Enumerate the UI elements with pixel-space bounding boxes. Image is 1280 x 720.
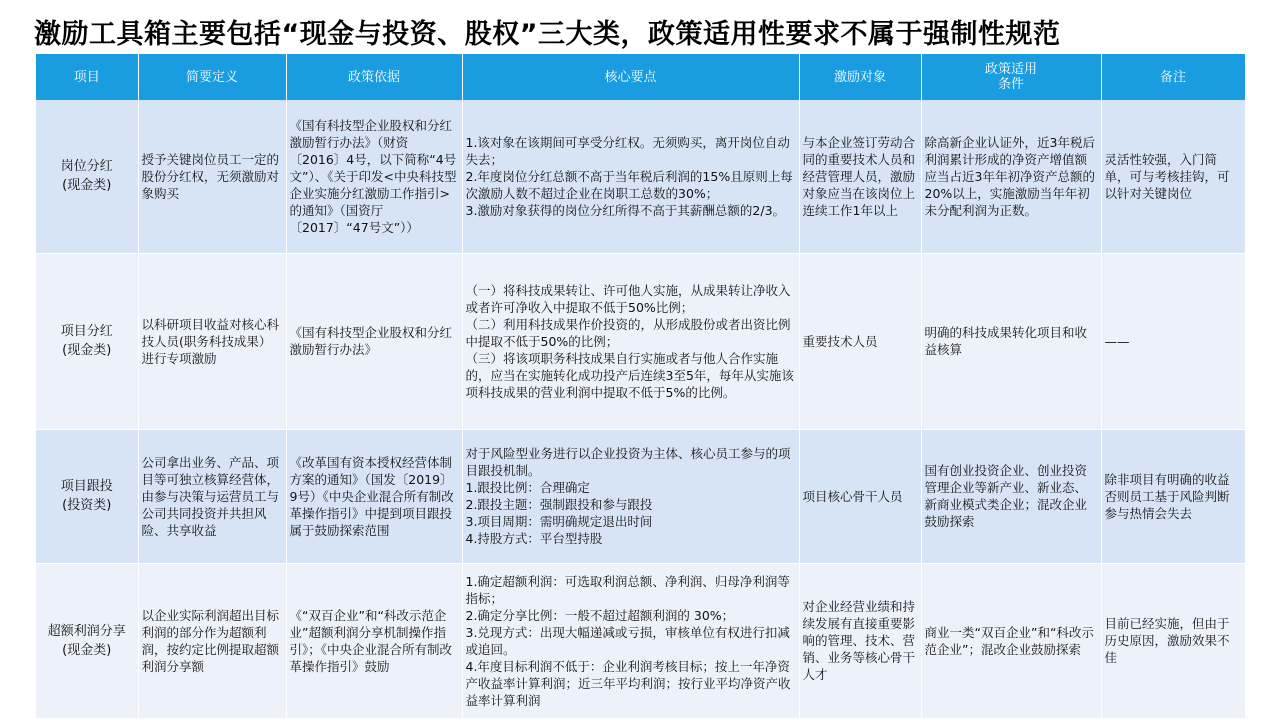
row-condition: 国有创业投资企业、创业投资管理企业等新产业、新业态、新商业模式类企业；混改企业鼓励探索 bbox=[921, 429, 1101, 563]
row-basis: 《改革国有资本授权经营体制方案的通知》（国发〔2019〕9号）《中央企业混合所有制改革操作指引》中提到项目跟投属于鼓励探索范围 bbox=[286, 429, 462, 563]
row-condition: 除高新企业认证外，近3年税后利润累计形成的净资产增值额应当占近3年年初净资产总额的20%以上，实施激励当年年初未分配利润为正数。 bbox=[921, 100, 1101, 253]
table-row bbox=[36, 563, 1245, 718]
row-points: 1.确定超额利润：可选取利润总额、净利润、归母净利润等指标； 2.确定分享比例：一般不超过超额利润的 30%； 3.兑现方式：出现大幅递减或亏损，审核单位有权进行扣减或追回。 4.年度目标利润不低于：企业利润考核目标；按上一年净资产收益率计算利润；近三年平均利润；按行业平均净资产收益率计算利润 bbox=[462, 563, 799, 718]
table-header-row bbox=[36, 54, 1245, 100]
header-definition: 简要定义 bbox=[138, 54, 286, 100]
table-row bbox=[36, 100, 1245, 253]
header-basis: 政策依据 bbox=[286, 54, 462, 100]
row-item: 项目分红 (现金类) bbox=[36, 253, 138, 429]
header-target: 激励对象 bbox=[799, 54, 921, 100]
row-item: 岗位分红 (现金类) bbox=[36, 100, 138, 253]
page-title: 激励工具箱主要包括“现金与投资、股权”三大类，政策适用性要求不属于强制性规范 bbox=[34, 19, 1061, 50]
header-points: 核心要点 bbox=[462, 54, 799, 100]
row-target: 项目核心骨干人员 bbox=[799, 429, 921, 563]
row-definition: 以企业实际利润超出目标利润的部分作为超额利润，按约定比例提取超额利润分享额 bbox=[138, 563, 286, 718]
row-note: —— bbox=[1101, 253, 1245, 429]
row-item: 项目跟投 (投资类) bbox=[36, 429, 138, 563]
table-row bbox=[36, 253, 1245, 429]
row-basis: 《“双百企业”和“科改示范企业”超额利润分享机制操作指引》；《中央企业混合所有制改革操作指引》鼓励 bbox=[286, 563, 462, 718]
row-points: 1.该对象在该期间可享受分红权。无须购买，离开岗位自动失去； 2.年度岗位分红总额不高于当年税后利润的15%且原则上每次激励人数不超过企业在岗职工总数的30%； 3.激励对象获得的岗位分红所得不高于其薪酬总额的2/3。 bbox=[462, 100, 799, 253]
header-item: 项目 bbox=[36, 54, 138, 100]
header-condition: 政策适用 条件 bbox=[921, 54, 1101, 100]
header-note: 备注 bbox=[1101, 54, 1245, 100]
row-condition: 商业一类“双百企业”和“科改示范企业”；混改企业鼓励探索 bbox=[921, 563, 1101, 718]
row-note: 目前已经实施，但由于历史原因，激励效果不佳 bbox=[1101, 563, 1245, 718]
row-note: 除非项目有明确的收益否则员工基于风险判断参与热情会失去 bbox=[1101, 429, 1245, 563]
row-condition: 明确的科技成果转化项目和收益核算 bbox=[921, 253, 1101, 429]
row-definition: 授予关键岗位员工一定的股份分红权，无须激励对象购买 bbox=[138, 100, 286, 253]
row-points: （一）将科技成果转让、许可他人实施，从成果转让净收入或者许可净收入中提取不低于50%比例； （二）利用科技成果作价投资的，从形成股份或者出资比例中提取不低于50%的比例； （三）将该项职务科技成果自行实施或者与他人合作实施的，应当在实施转化成功投产后连续3至5年，每年从实施该项科技成果的营业利润中提取不低于5%的比例。 bbox=[462, 253, 799, 429]
row-basis: 《国有科技型企业股权和分红激励暂行办法》（财资〔2016〕4号，以下简称“4号文”）、《关于印发<中央科技型企业实施分红激励工作指引>的通知》（国资厅〔2017〕“47号文”）） bbox=[286, 100, 462, 253]
table-row bbox=[36, 429, 1245, 563]
row-target: 对企业经营业绩和持续发展有直接重要影响的管理、技术、营销、业务等核心骨干人才 bbox=[799, 563, 921, 718]
row-target: 与本企业签订劳动合同的重要技术人员和经营管理人员，激励对象应当在该岗位上连续工作1年以上 bbox=[799, 100, 921, 253]
incentive-table bbox=[36, 54, 1246, 719]
row-note: 灵活性较强，入门简单，可与考核挂钩，可以针对关键岗位 bbox=[1101, 100, 1245, 253]
row-definition: 以科研项目收益对核心科技人员(职务科技成果）进行专项激励 bbox=[138, 253, 286, 429]
row-item: 超额利润分享 (现金类) bbox=[36, 563, 138, 718]
row-points: 对于风险型业务进行以企业投资为主体、核心员工参与的项目跟投机制。 1.跟投比例：合理确定 2.跟投主题：强制跟投和参与跟投 3.项目周期：需明确规定退出时间 4.持股方式：平台型持股 bbox=[462, 429, 799, 563]
row-basis: 《国有科技型企业股权和分红激励暂行办法》 bbox=[286, 253, 462, 429]
row-definition: 公司拿出业务、产品、项目等可独立核算经营体，由参与决策与运营员工与公司共同投资并共担风险、共享收益 bbox=[138, 429, 286, 563]
row-target: 重要技术人员 bbox=[799, 253, 921, 429]
